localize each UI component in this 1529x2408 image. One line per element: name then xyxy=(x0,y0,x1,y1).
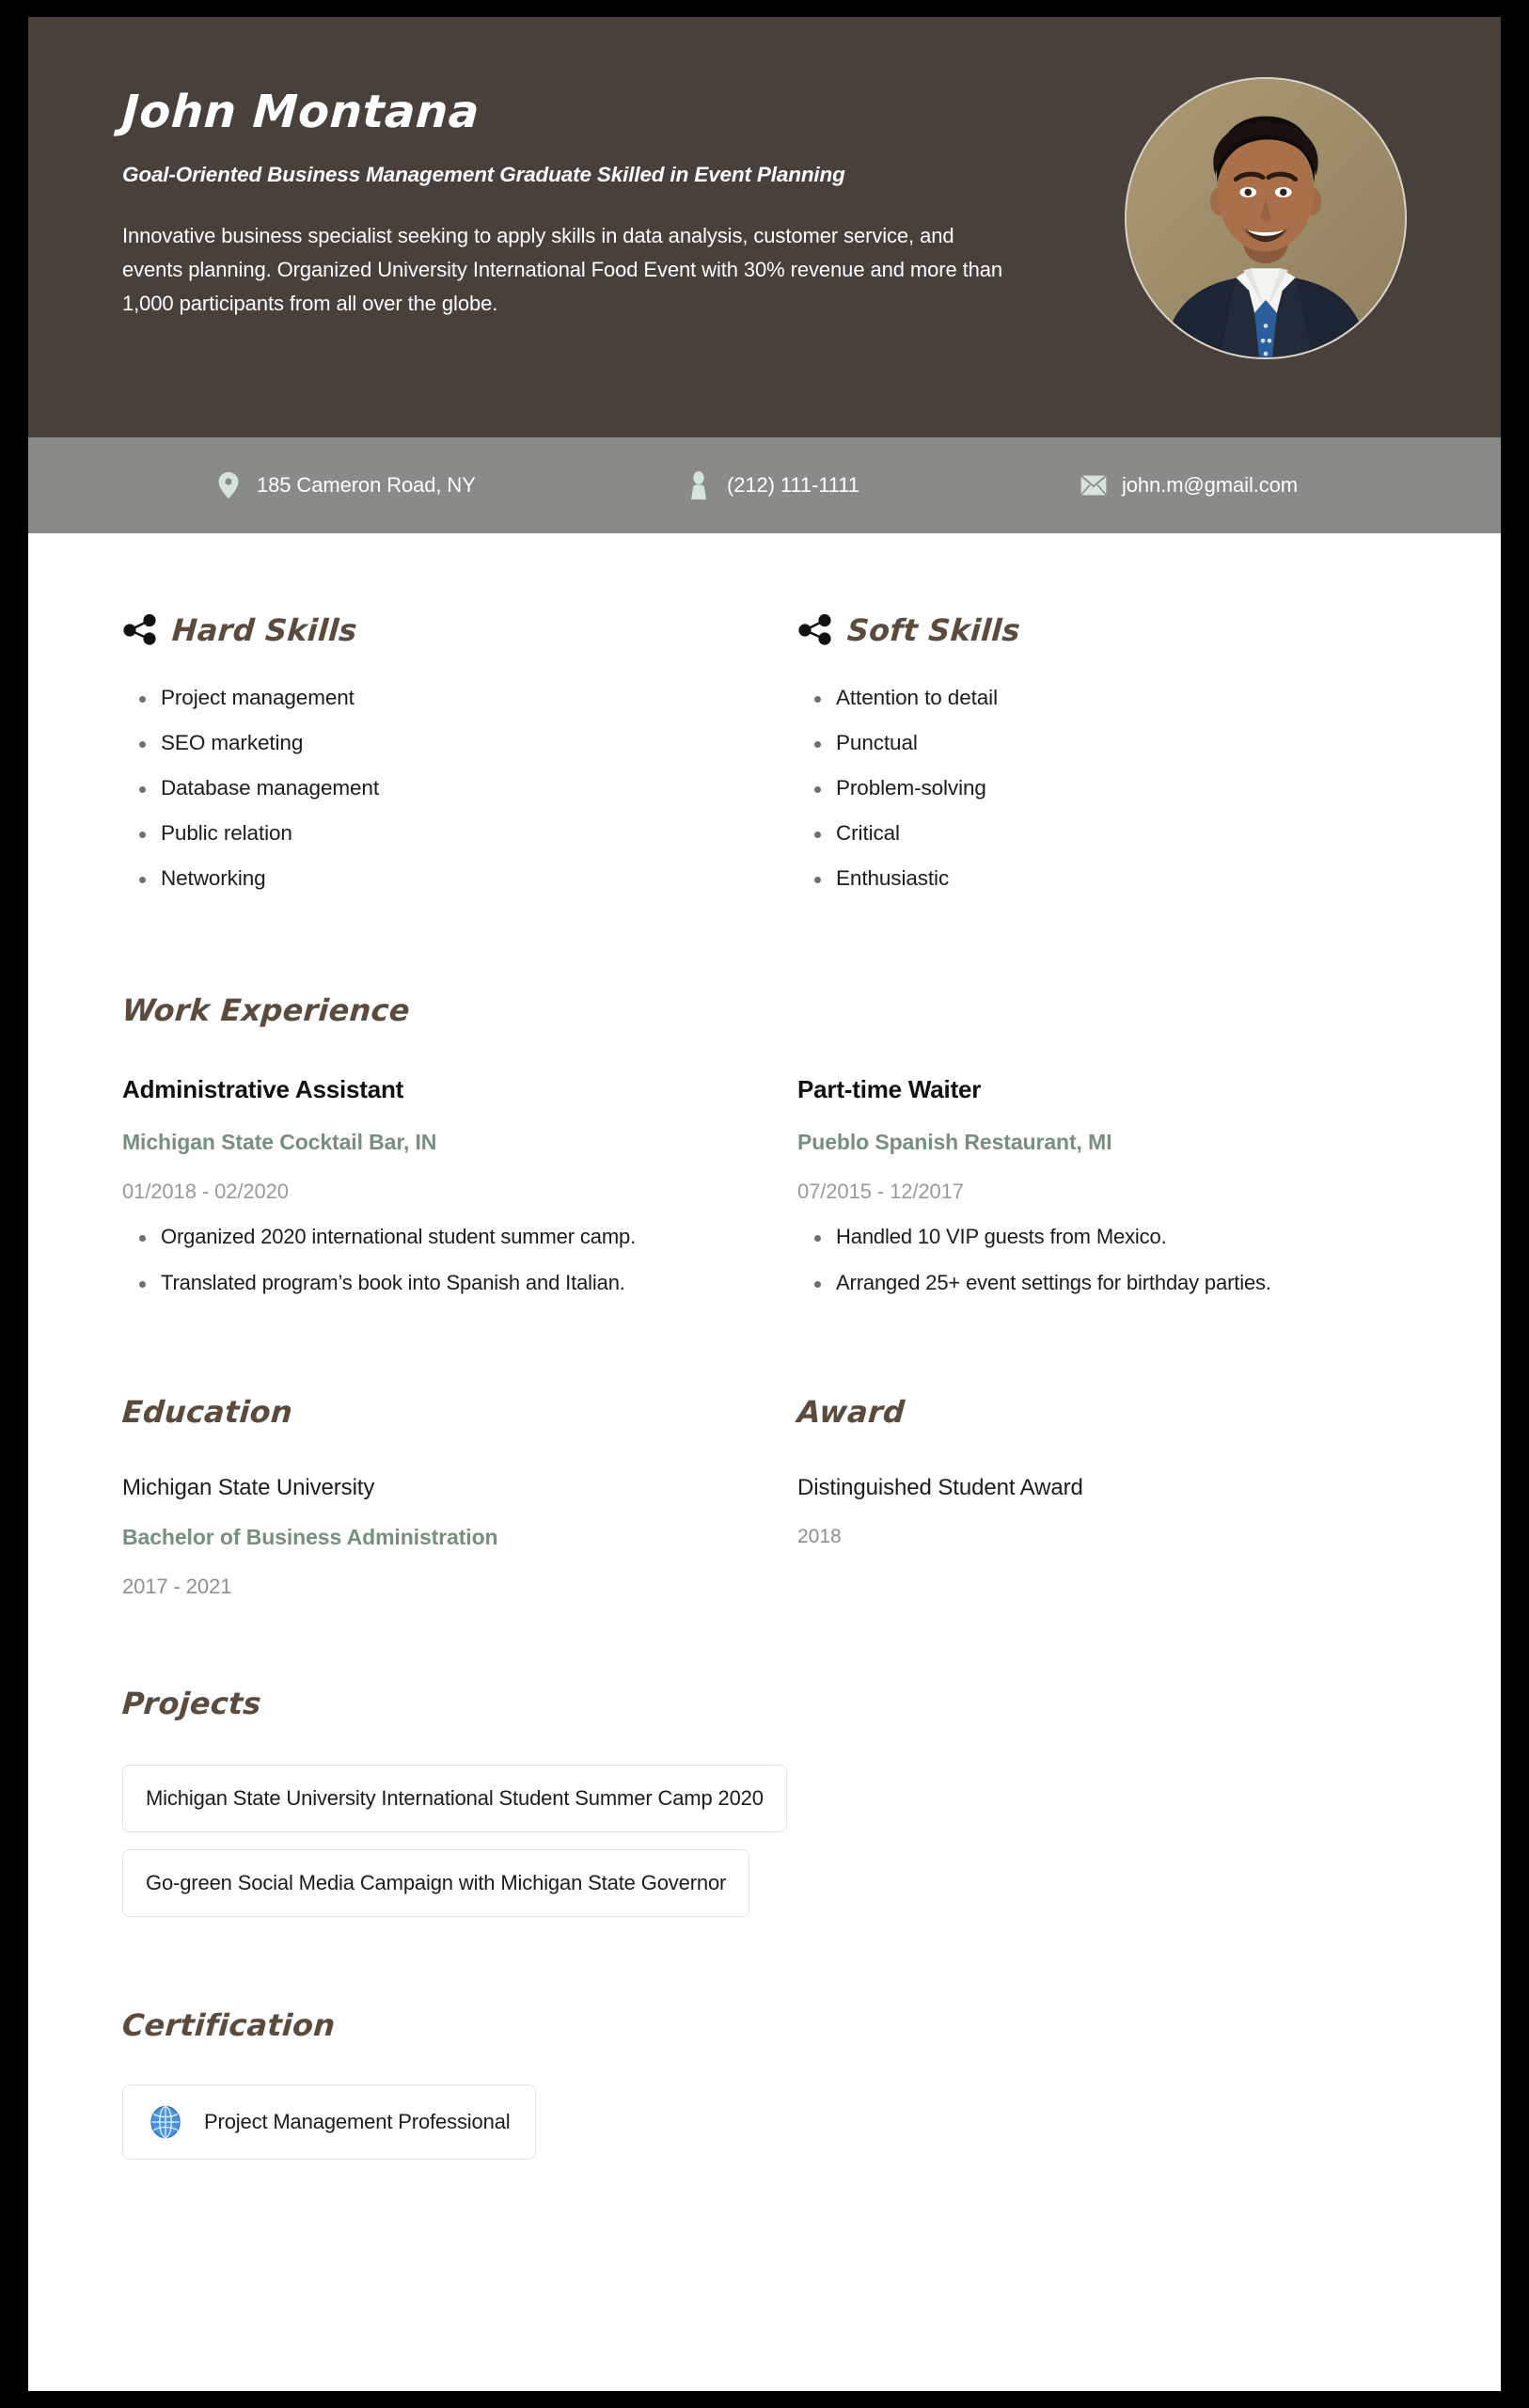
education-degree: Bachelor of Business Administration xyxy=(122,1525,498,1549)
list-item: Problem-solving xyxy=(797,776,1407,800)
resume-page xyxy=(28,17,1501,2391)
education-dates: 2017 - 2021 xyxy=(122,1575,232,1598)
job-company: Michigan State Cocktail Bar, IN xyxy=(122,1130,437,1154)
header-text-block xyxy=(122,71,1025,320)
soft-skills-list xyxy=(797,686,1407,891)
profile-summary: Innovative business specialist seeking to apply skills in data analysis, customer service, and events planning. Organized University International Food Event with 30% revenue and more than 1,000 participants from all over the globe. xyxy=(122,224,1003,315)
avatar xyxy=(1125,77,1407,359)
contact-phone[interactable] xyxy=(683,471,1078,499)
education-award-grid xyxy=(122,1475,1407,1599)
education-entry xyxy=(122,1475,797,1599)
project-row xyxy=(122,1765,1407,1849)
projects-title: Projects xyxy=(120,1686,263,1721)
contact-location-value: 185 Cameron Road, NY xyxy=(257,473,476,497)
job-title: Part-time Waiter xyxy=(797,1075,982,1103)
list-item: Project management xyxy=(122,686,797,710)
project-item[interactable]: Go-green Social Media Campaign with Michigan State Governor xyxy=(122,1849,749,1917)
contact-bar xyxy=(28,437,1501,533)
education-school: Michigan State University xyxy=(122,1475,375,1500)
resume-header xyxy=(28,17,1501,437)
job-bullet-list xyxy=(797,1225,1407,1295)
envelope-icon xyxy=(1078,474,1110,497)
list-item: Arranged 25+ event settings for birthday parties. xyxy=(797,1271,1407,1295)
list-item: Attention to detail xyxy=(797,686,1407,710)
certification-list xyxy=(122,2084,1407,2160)
share-network-icon xyxy=(122,614,158,646)
projects-list xyxy=(122,1765,1407,1934)
list-item: Database management xyxy=(122,776,797,800)
list-item: Punctual xyxy=(797,731,1407,755)
certification-title: Certification xyxy=(120,2007,337,2043)
soft-skills-title-row xyxy=(797,612,1407,648)
work-entry xyxy=(122,1075,797,1317)
hard-skills-list xyxy=(122,686,797,891)
soft-skills-column xyxy=(797,612,1407,911)
list-item: Handled 10 VIP guests from Mexico. xyxy=(797,1225,1407,1249)
list-item: SEO marketing xyxy=(122,731,797,755)
education-award-titles xyxy=(122,1394,1407,1430)
education-award-section xyxy=(122,1394,1407,1599)
project-row xyxy=(122,1849,1407,1934)
award-name: Distinguished Student Award xyxy=(797,1475,1083,1500)
contact-location[interactable] xyxy=(213,472,683,499)
contact-email[interactable] xyxy=(1078,473,1491,498)
work-experience-section xyxy=(122,992,1407,1317)
work-experience-title: Work Experience xyxy=(120,992,412,1028)
job-dates: 01/2018 - 02/2020 xyxy=(122,1180,289,1203)
job-bullet-list xyxy=(122,1225,797,1295)
certification-section xyxy=(122,2007,1407,2160)
list-item: Networking xyxy=(122,866,797,891)
skills-section xyxy=(122,533,1407,911)
person-phone-icon xyxy=(683,471,715,499)
education-title-wrap xyxy=(122,1394,797,1430)
certification-item[interactable] xyxy=(122,2084,536,2160)
work-entry xyxy=(797,1075,1407,1317)
hard-skills-title: Hard Skills xyxy=(170,612,359,648)
page-title: John Montana xyxy=(120,86,481,138)
education-title: Education xyxy=(120,1394,294,1430)
professional-headline: Goal-Oriented Business Management Graduate Skilled in Event Planning xyxy=(122,163,845,187)
contact-phone-value: (212) 111-1111 xyxy=(727,473,859,497)
list-item: Critical xyxy=(797,821,1407,846)
soft-skills-title: Soft Skills xyxy=(845,612,1022,648)
avatar-illustration xyxy=(1127,79,1405,357)
location-pin-icon xyxy=(213,472,244,499)
project-item[interactable]: Michigan State University International Student Summer Camp 2020 xyxy=(122,1765,787,1832)
projects-section xyxy=(122,1686,1407,1934)
job-dates: 07/2015 - 12/2017 xyxy=(797,1180,964,1203)
avatar-wrapper xyxy=(1125,77,1407,359)
award-title-wrap xyxy=(797,1394,1407,1430)
certification-label: Project Management Professional xyxy=(204,2110,511,2133)
contact-email-value: john.m@gmail.com xyxy=(1122,473,1299,497)
award-entry xyxy=(797,1475,1407,1599)
hard-skills-column xyxy=(122,612,797,911)
work-experience-grid xyxy=(122,1075,1407,1317)
award-year: 2018 xyxy=(797,1526,842,1547)
list-item: Public relation xyxy=(122,821,797,846)
job-company: Pueblo Spanish Restaurant, MI xyxy=(797,1130,1112,1154)
list-item: Translated program’s book into Spanish and Italian. xyxy=(122,1271,797,1295)
globe-icon xyxy=(148,2104,183,2140)
resume-body xyxy=(28,533,1501,2160)
hard-skills-title-row xyxy=(122,612,797,648)
list-item: Organized 2020 international student summer camp. xyxy=(122,1225,797,1249)
job-title: Administrative Assistant xyxy=(122,1075,404,1103)
share-network-icon xyxy=(797,614,833,646)
list-item: Enthusiastic xyxy=(797,866,1407,891)
award-title: Award xyxy=(796,1394,906,1430)
